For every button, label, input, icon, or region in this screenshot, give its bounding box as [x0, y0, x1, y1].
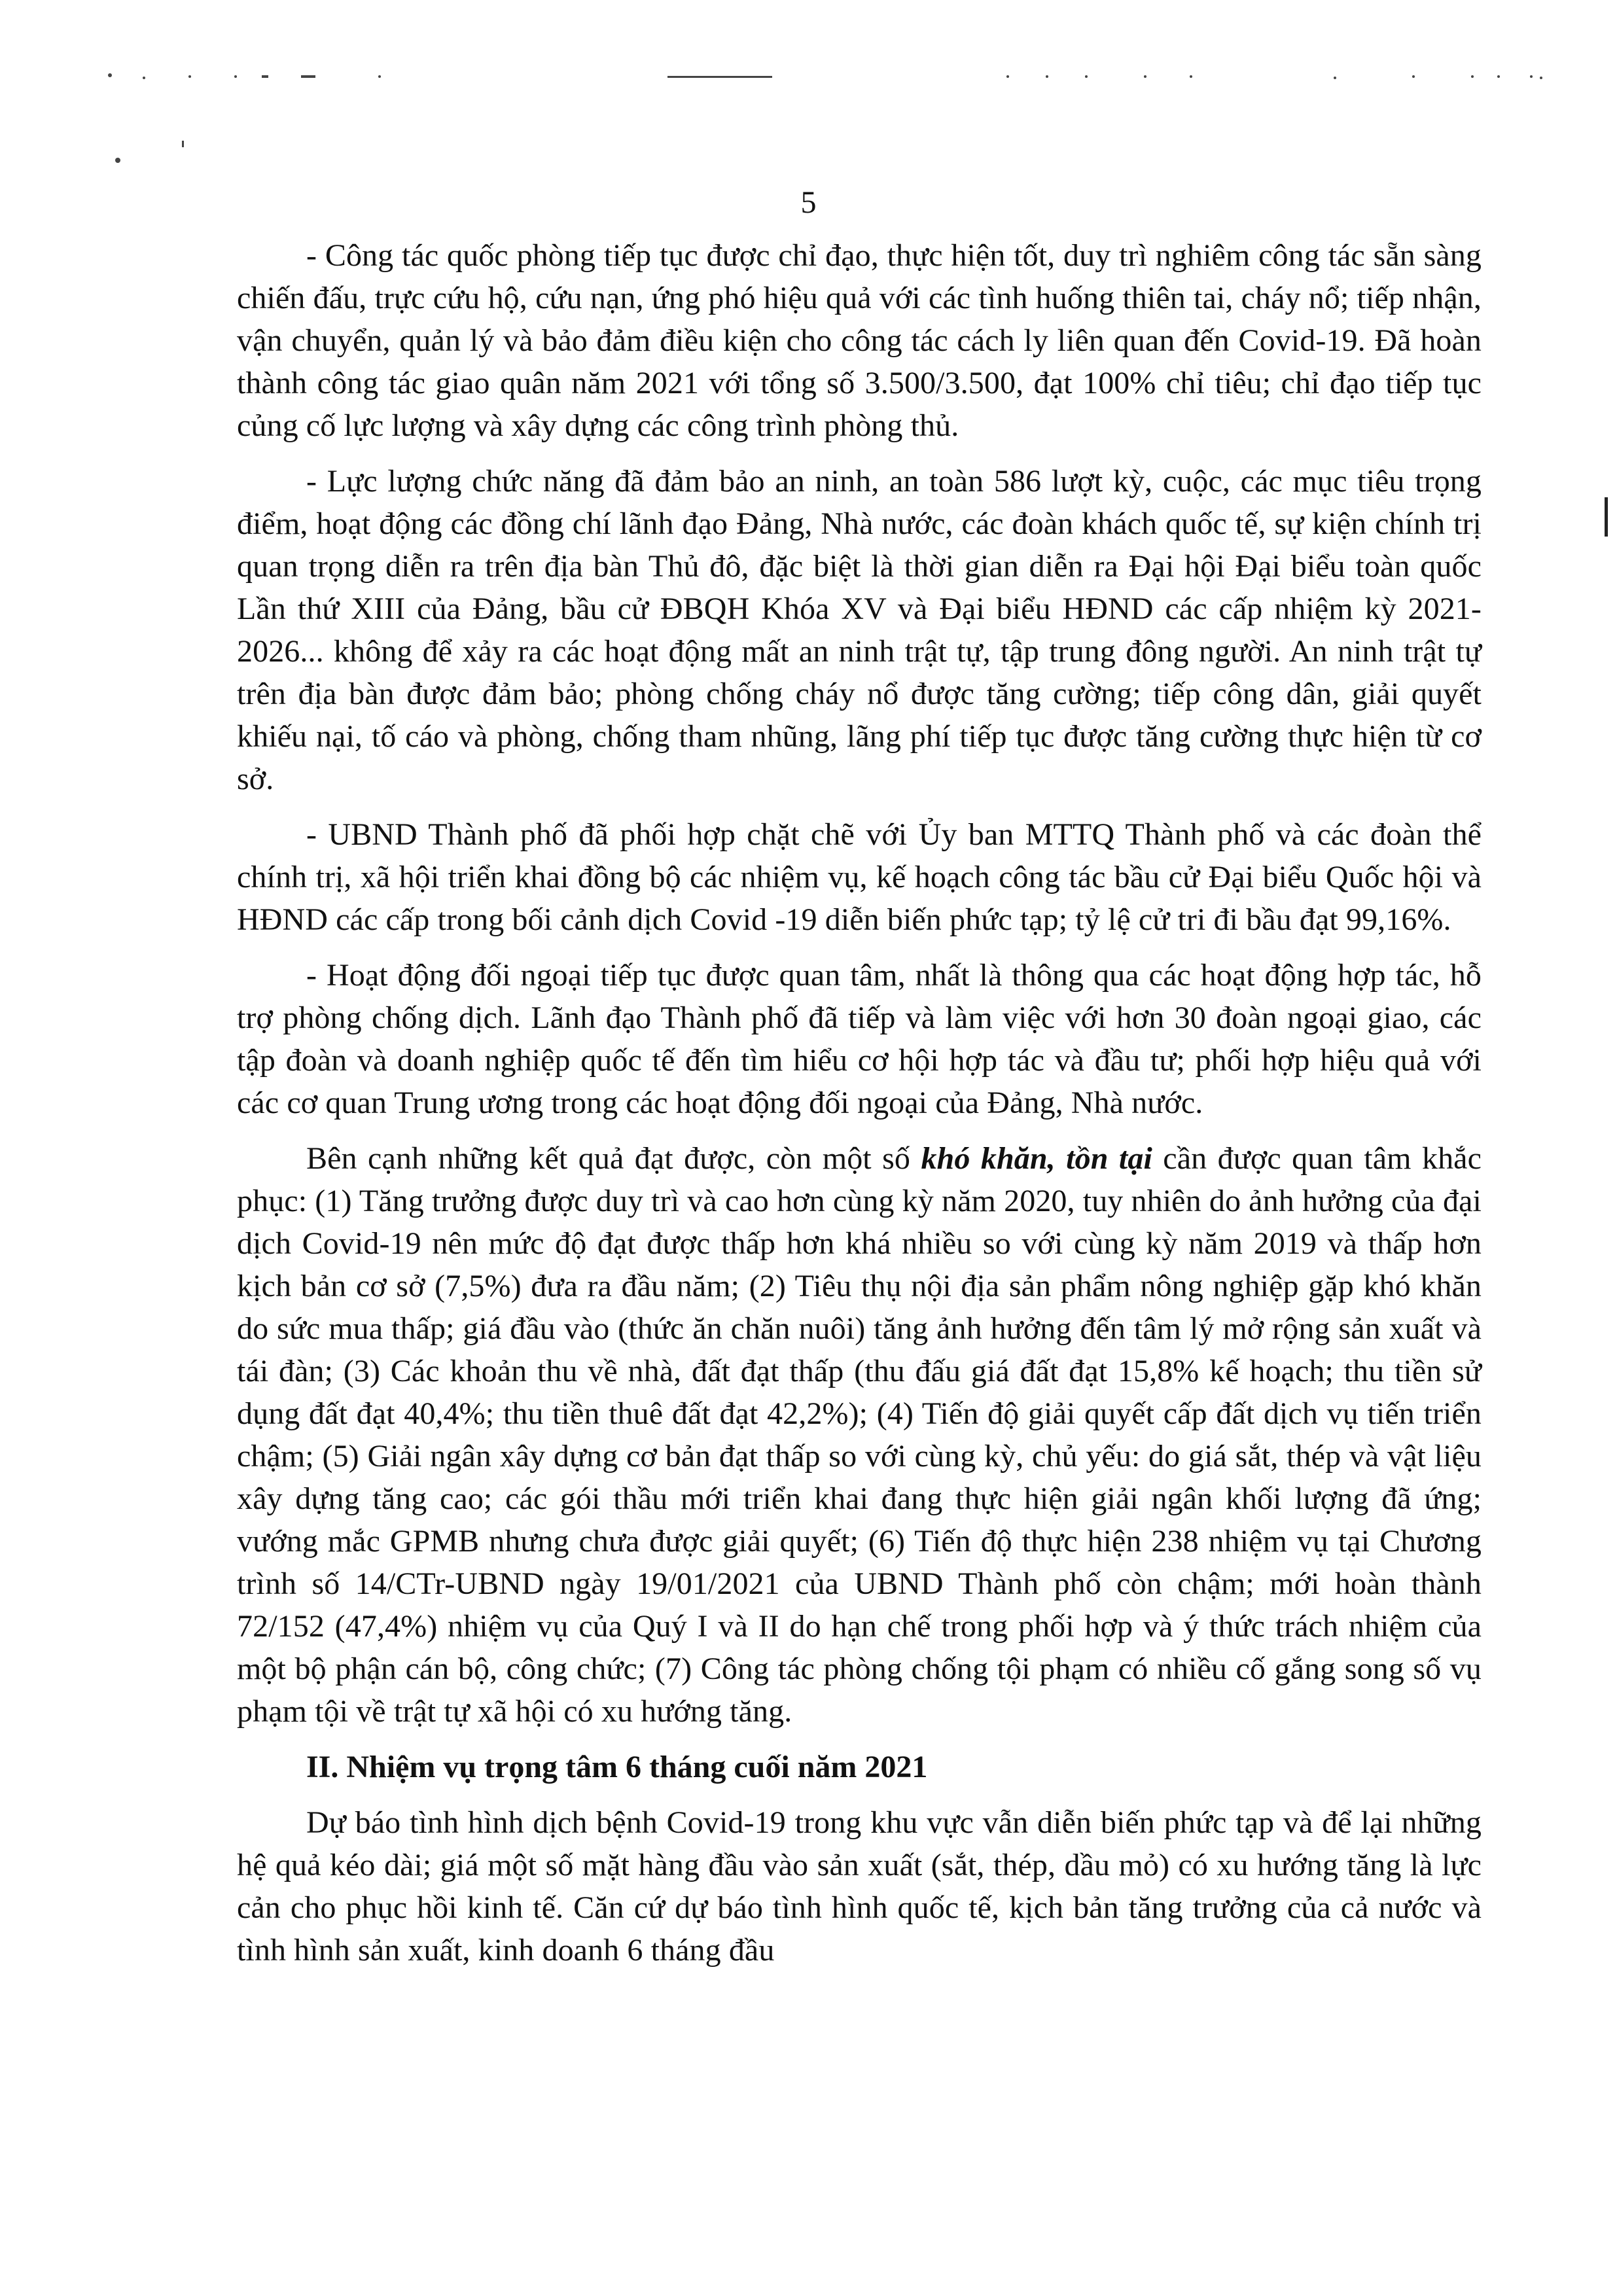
paragraph-election: - UBND Thành phố đã phối hợp chặt chẽ với Ủy ban MTTQ Thành phố và các đoàn thể chính trị, xã hội triển khai đồng bộ các nhiệm vụ, kế hoạch công tác bầu cử Đại biểu Quốc hội và HĐND các cấp trong bối cảnh dịch Covid -19 diễn biến phức tạp; tỷ lệ cử tri đi bầu đạt 99,16%. [237, 817, 1482, 937]
paragraph-security: - Lực lượng chức năng đã đảm bảo an ninh, an toàn 586 lượt kỳ, cuộc, các mục tiêu trọng điểm, hoạt động các đồng chí lãnh đạo Đảng, Nhà nước, các đoàn khách quốc tế, sự kiện chính trị quan trọng diễn ra trên địa bàn Thủ đô, đặc biệt là thời gian diễn ra Đại hội Đại biểu toàn quốc Lần thứ XIII của Đảng, bầu cử ĐBQH Khóa XV và Đại biểu HĐND các cấp nhiệm kỳ 2021-2026... không để xảy ra các hoạt động mất an ninh trật tự, tập trung đông người. An ninh trật tự trên địa bàn được đảm bảo; phòng chống cháy nổ được tăng cường; tiếp công dân, giải quyết khiếu nại, tố cáo và phòng, chống tham nhũng, lãng phí tiếp tục được tăng cường thực hiện từ cơ sở. [237, 464, 1482, 796]
section-heading: II. Nhiệm vụ trọng tâm 6 tháng cuối năm 2021 [306, 1750, 928, 1784]
difficulties-rest: cần được quan tâm khắc phục: (1) Tăng trưởng được duy trì và cao hơn cùng kỳ năm 2020, tuy nhiên do ảnh hưởng của đại dịch Covid-19 nên mức độ đạt được thấp hơn khá nhiều so với cùng kỳ năm 2019 và thấp hơn kịch bản cơ sở (7,5%) đưa ra đầu năm; (2) Tiêu thụ nội địa sản phẩm nông nghiệp gặp khó khăn do sức mua thấp; giá đầu vào (thức ăn chăn nuôi) tăng ảnh hưởng đến tâm lý mở rộng sản xuất và tái đàn; (3) Các khoản thu về nhà, đất đạt thấp (thu đấu giá đất đạt 15,8% kế hoạch; thu tiền sử dụng đất đạt 40,4%; thu tiền thuê đất đạt 42,2%); (4) Tiến độ giải quyết cấp đất dịch vụ tiến triển chậm; (5) Giải ngân xây dựng cơ bản đạt thấp so với cùng kỳ, chủ yếu: do giá sắt, thép và vật liệu xây dựng tăng cao; các gói thầu mới triển khai đang thực hiện giải ngân khối lượng đã ứng; vướng mắc GPMB nhưng chưa được giải quyết; (6) Tiến độ thực hiện 238 nhiệm vụ tại Chương trình số 14/CTr-UBND ngày 19/01/2021 của UBND Thành phố còn chậm; mới hoàn thành 72/152 (47,4%) nhiệm vụ của Quý I và II do hạn chế trong phối hợp và ý thức trách nhiệm của một bộ phận cán bộ, công chức; (7) Công tác phòng chống tội phạm có nhiều cố gắng song số vụ phạm tội về trật tự xã hội có xu hướng tăng. [237, 1141, 1482, 1729]
difficulties-lead: Bên cạnh những kết quả đạt được, còn một số [306, 1141, 921, 1176]
difficulties-emphasis: khó khăn, tồn tại [921, 1141, 1152, 1176]
paragraph-forecast: Dự báo tình hình dịch bệnh Covid-19 trong khu vực vẫn diễn biến phức tạp và để lại những hệ quả kéo dài; giá một số mặt hàng đầu vào sản xuất (sắt, thép, dầu mỏ) có xu hướng tăng là lực cản cho phục hồi kinh tế. Căn cứ dự báo tình hình quốc tế, kịch bản tăng trưởng của cả nước và tình hình sản xuất, kinh doanh 6 tháng đầu [237, 1805, 1482, 1968]
page-number: 5 [800, 185, 817, 220]
paragraph-defense: - Công tác quốc phòng tiếp tục được chỉ đạo, thực hiện tốt, duy trì nghiêm công tác sẵn sàng chiến đấu, trực cứu hộ, cứu nạn, ứng phó hiệu quả với các tình huống thiên tai, cháy nổ; tiếp nhận, vận chuyển, quản lý và bảo đảm điều kiện cho công tác cách ly liên quan đến Covid-19. Đã hoàn thành công tác giao quân năm 2021 với tổng số 3.500/3.500, đạt 100% chỉ tiêu; chỉ đạo tiếp tục củng cố lực lượng và xây dựng các công trình phòng thủ. [237, 238, 1482, 443]
scan-artifacts [105, 62, 1544, 167]
paragraph-foreign-affairs: - Hoạt động đối ngoại tiếp tục được quan tâm, nhất là thông qua các hoạt động hợp tác, hỗ trợ phòng chống dịch. Lãnh đạo Thành phố đã tiếp và làm việc với hơn 30 đoàn ngoại giao, các tập đoàn và doanh nghiệp quốc tế đến tìm hiểu cơ hội hợp tác và đầu tư; phối hợp hiệu quả với các cơ quan Trung ương trong các hoạt động đối ngoại của Đảng, Nhà nước. [237, 958, 1482, 1120]
scan-edge-mark [1605, 497, 1608, 537]
document-body [237, 234, 1482, 1985]
paragraph-difficulties [237, 1137, 1482, 1733]
